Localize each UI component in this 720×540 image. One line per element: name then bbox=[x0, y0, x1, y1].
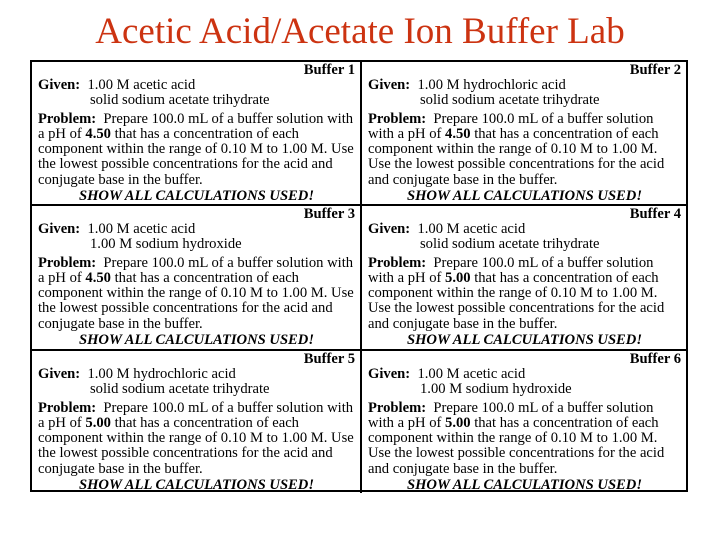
given-reagent-1: 1.00 M acetic acid bbox=[417, 221, 526, 237]
given-label: Given: bbox=[38, 366, 81, 382]
show-calculations-note: SHOW ALL CALCULATIONS USED! bbox=[78, 188, 315, 205]
page-title: Acetic Acid/Acetate Ion Buffer Lab bbox=[95, 11, 625, 52]
given-label: Given: bbox=[368, 366, 411, 382]
problem-text bbox=[368, 401, 681, 477]
given-reagent-1: 1.00 M acetic acid bbox=[417, 366, 526, 382]
given-reagent-1: 1.00 M acetic acid bbox=[87, 77, 196, 93]
given-reagent-1: 1.00 M acetic acid bbox=[87, 221, 196, 237]
given-reagent-2: solid sodium acetate trihydrate bbox=[90, 381, 270, 398]
problem-post: that has a concentration of each component within the range of 0.10 M to 1.00 M. Use the lowest possible concentrations for the acid and conjugate base in the buffer. bbox=[38, 269, 354, 332]
show-calculations-note: SHOW ALL CALCULATIONS USED! bbox=[406, 188, 643, 205]
problem-pre: Prepare 100.0 mL of a buffer solution with a pH of bbox=[368, 399, 654, 431]
problem-pre: Prepare 100.0 mL of a buffer solution with a pH of bbox=[368, 110, 654, 142]
buffer-label: Buffer 6 bbox=[629, 351, 681, 367]
target-ph: 5.00 bbox=[445, 269, 471, 286]
target-ph: 4.50 bbox=[85, 125, 111, 142]
problem-label: Problem: bbox=[368, 399, 427, 416]
show-calculations-note: SHOW ALL CALCULATIONS USED! bbox=[406, 477, 643, 494]
problem-pre: Prepare 100.0 mL of a buffer solution with a pH of bbox=[38, 254, 354, 286]
problem-text bbox=[38, 256, 355, 332]
problem-label: Problem: bbox=[38, 254, 97, 271]
show-calculations-note: SHOW ALL CALCULATIONS USED! bbox=[406, 332, 643, 349]
buffer-table bbox=[30, 60, 688, 492]
buffer-cell-5 bbox=[32, 351, 362, 493]
buffer-label: Buffer 5 bbox=[303, 351, 355, 367]
given-line bbox=[368, 222, 681, 237]
given-label: Given: bbox=[368, 77, 411, 93]
given-reagent-2: solid sodium acetate trihydrate bbox=[420, 92, 600, 109]
problem-pre: Prepare 100.0 mL of a buffer solution with a pH of bbox=[38, 110, 354, 142]
given-reagent-2: solid sodium acetate trihydrate bbox=[420, 236, 600, 253]
problem-post: that has a concentration of each component within the range of 0.10 M to 1.00 M. Use the lowest possible concentrations for the acid and conjugate base in the buffer. bbox=[38, 125, 354, 188]
given-line bbox=[368, 78, 681, 93]
buffer-label: Buffer 3 bbox=[303, 206, 355, 222]
problem-pre: Prepare 100.0 mL of a buffer solution with a pH of bbox=[368, 254, 654, 286]
given-reagent-2: 1.00 M sodium hydroxide bbox=[90, 236, 242, 253]
problem-post: that has a concentration of each component within the range of 0.10 M to 1.00 M. Use the lowest possible concentrations for the acid and conjugate base in the buffer. bbox=[368, 125, 665, 188]
problem-label: Problem: bbox=[38, 399, 97, 416]
given-line bbox=[38, 367, 355, 382]
problem-post: that has a concentration of each component within the range of 0.10 M to 1.00 M. Use the lowest possible concentrations for the acid and conjugate base in the buffer. bbox=[368, 414, 665, 477]
target-ph: 4.50 bbox=[445, 125, 471, 142]
problem-post: that has a concentration of each component within the range of 0.10 M to 1.00 M. Use the lowest possible concentrations for the acid and conjugate base in the buffer. bbox=[368, 269, 665, 332]
target-ph: 5.00 bbox=[445, 414, 471, 431]
target-ph: 5.00 bbox=[85, 414, 111, 431]
target-ph: 4.50 bbox=[85, 269, 111, 286]
buffer-cell-6 bbox=[362, 351, 686, 493]
buffer-cell-4 bbox=[362, 206, 686, 351]
buffer-cell-2 bbox=[362, 62, 686, 206]
given-reagent-1: 1.00 M hydrochloric acid bbox=[87, 366, 236, 382]
given-label: Given: bbox=[38, 221, 81, 237]
buffer-cell-3 bbox=[32, 206, 362, 351]
problem-label: Problem: bbox=[38, 110, 97, 127]
given-reagent-1: 1.00 M hydrochloric acid bbox=[417, 77, 566, 93]
problem-label: Problem: bbox=[368, 110, 427, 127]
buffer-label: Buffer 2 bbox=[629, 62, 681, 78]
problem-text bbox=[38, 401, 355, 477]
problem-text bbox=[38, 112, 355, 188]
given-line bbox=[368, 367, 681, 382]
problem-pre: Prepare 100.0 mL of a buffer solution with a pH of bbox=[38, 399, 354, 431]
given-label: Given: bbox=[38, 77, 81, 93]
show-calculations-note: SHOW ALL CALCULATIONS USED! bbox=[78, 332, 315, 349]
problem-label: Problem: bbox=[368, 254, 427, 271]
problem-text bbox=[368, 112, 681, 188]
show-calculations-note: SHOW ALL CALCULATIONS USED! bbox=[78, 477, 315, 494]
buffer-cell-1 bbox=[32, 62, 362, 206]
problem-post: that has a concentration of each component within the range of 0.10 M to 1.00 M. Use the lowest possible concentrations for the acid and conjugate base in the buffer. bbox=[38, 414, 354, 477]
problem-text bbox=[368, 256, 681, 332]
given-reagent-2: solid sodium acetate trihydrate bbox=[90, 92, 270, 109]
given-line bbox=[38, 222, 355, 237]
given-line bbox=[38, 78, 355, 93]
given-reagent-2: 1.00 M sodium hydroxide bbox=[420, 381, 572, 398]
buffer-label: Buffer 4 bbox=[629, 206, 681, 222]
given-label: Given: bbox=[368, 221, 411, 237]
buffer-label: Buffer 1 bbox=[303, 62, 355, 78]
